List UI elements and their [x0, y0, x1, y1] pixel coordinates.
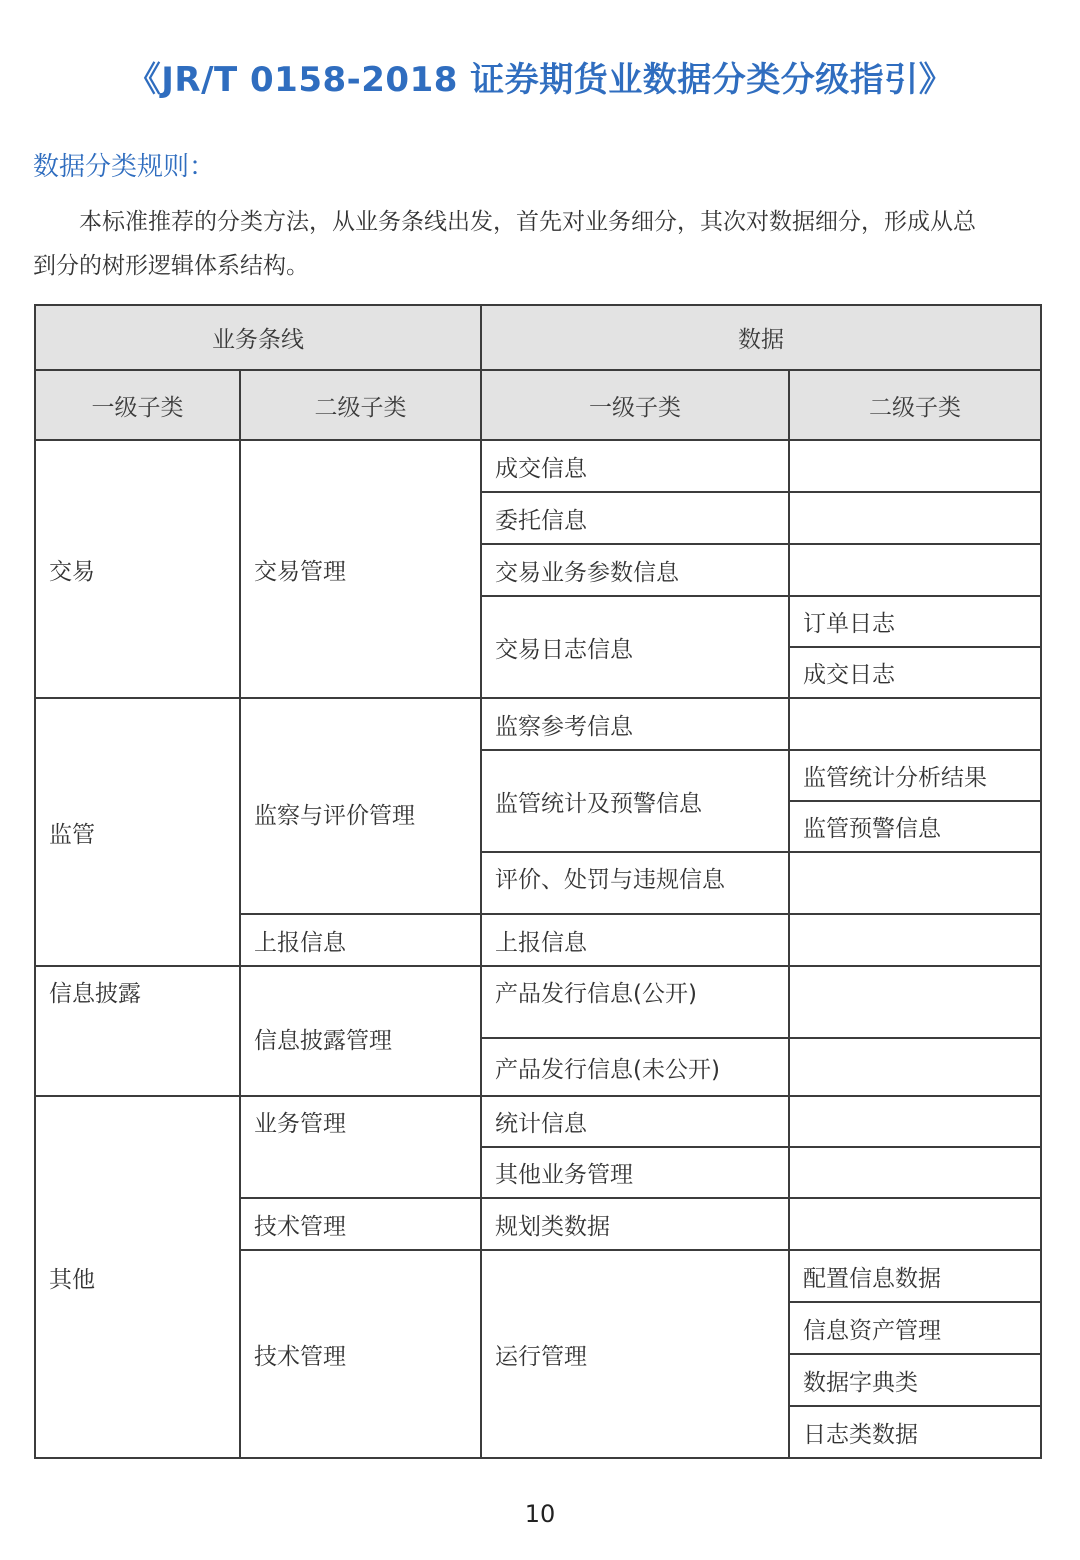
data-level1-cell: 产品发行信息(公开) [481, 966, 789, 1038]
biz-level2-cell: 交易管理 [240, 440, 481, 698]
data-level2-cell [789, 440, 1041, 492]
intro-paragraph: 本标准推荐的分类方法，从业务条线出发，首先对业务细分，其次对数据细分，形成从总到分的树形逻辑体系结构。 [33, 209, 976, 279]
data-level2-cell [789, 698, 1041, 750]
data-level2-cell: 成交日志 [789, 647, 1041, 698]
data-level1-cell: 监察参考信息 [481, 698, 789, 750]
data-level2-cell [789, 966, 1041, 1038]
data-level1-cell: 产品发行信息(未公开) [481, 1038, 789, 1096]
data-level1-cell: 成交信息 [481, 440, 789, 492]
section-heading: 数据分类规则： [33, 152, 216, 182]
data-level1-cell: 规划类数据 [481, 1198, 789, 1250]
header-biz-level1: 一级子类 [35, 370, 240, 440]
data-level1-cell: 评价、处罚与违规信息 [481, 852, 789, 914]
data-level1-cell: 交易日志信息 [481, 596, 789, 698]
data-level1-cell: 上报信息 [481, 914, 789, 966]
data-level2-cell [789, 1198, 1041, 1250]
data-level2-cell: 监管预警信息 [789, 801, 1041, 852]
data-level2-cell [789, 1038, 1041, 1096]
biz-level1-cell: 交易 [35, 440, 240, 698]
biz-level2-cell: 监察与评价管理 [240, 698, 481, 914]
biz-level2-cell: 技术管理 [240, 1250, 481, 1458]
data-level2-cell [789, 1147, 1041, 1198]
data-level1-cell: 统计信息 [481, 1096, 789, 1147]
biz-level2-cell: 上报信息 [240, 914, 481, 966]
data-level1-cell: 其他业务管理 [481, 1147, 789, 1198]
data-level2-cell: 日志类数据 [789, 1406, 1041, 1458]
biz-level1-cell: 监管 [35, 698, 240, 966]
biz-level2-cell: 业务管理 [240, 1096, 481, 1198]
classification-table [34, 304, 1042, 1459]
data-level2-cell [789, 852, 1041, 914]
data-level2-cell [789, 544, 1041, 596]
data-level1-cell: 交易业务参数信息 [481, 544, 789, 596]
header-biz-level2: 二级子类 [240, 370, 481, 440]
page-number: 10 [524, 1500, 556, 1528]
data-level1-cell: 运行管理 [481, 1250, 789, 1458]
data-level2-cell: 订单日志 [789, 596, 1041, 647]
data-level1-cell: 委托信息 [481, 492, 789, 544]
data-level2-cell: 监管统计分析结果 [789, 750, 1041, 801]
biz-level2-cell: 技术管理 [240, 1198, 481, 1250]
header-data: 数据 [481, 305, 1041, 370]
biz-level1-cell: 信息披露 [35, 966, 240, 1096]
header-business-line: 业务条线 [35, 305, 481, 370]
header-data-level2: 二级子类 [789, 370, 1041, 440]
data-level2-cell: 数据字典类 [789, 1354, 1041, 1406]
data-level2-cell [789, 914, 1041, 966]
data-level1-cell: 监管统计及预警信息 [481, 750, 789, 852]
biz-level2-cell: 信息披露管理 [240, 966, 481, 1096]
data-level2-cell [789, 492, 1041, 544]
header-data-level1: 一级子类 [481, 370, 789, 440]
biz-level1-cell: 其他 [35, 1096, 240, 1458]
data-level2-cell: 信息资产管理 [789, 1302, 1041, 1354]
data-level2-cell: 配置信息数据 [789, 1250, 1041, 1302]
data-level2-cell [789, 1096, 1041, 1147]
document-title: 《JR/T 0158-2018 证券期货业数据分类分级指引》 [126, 60, 954, 100]
